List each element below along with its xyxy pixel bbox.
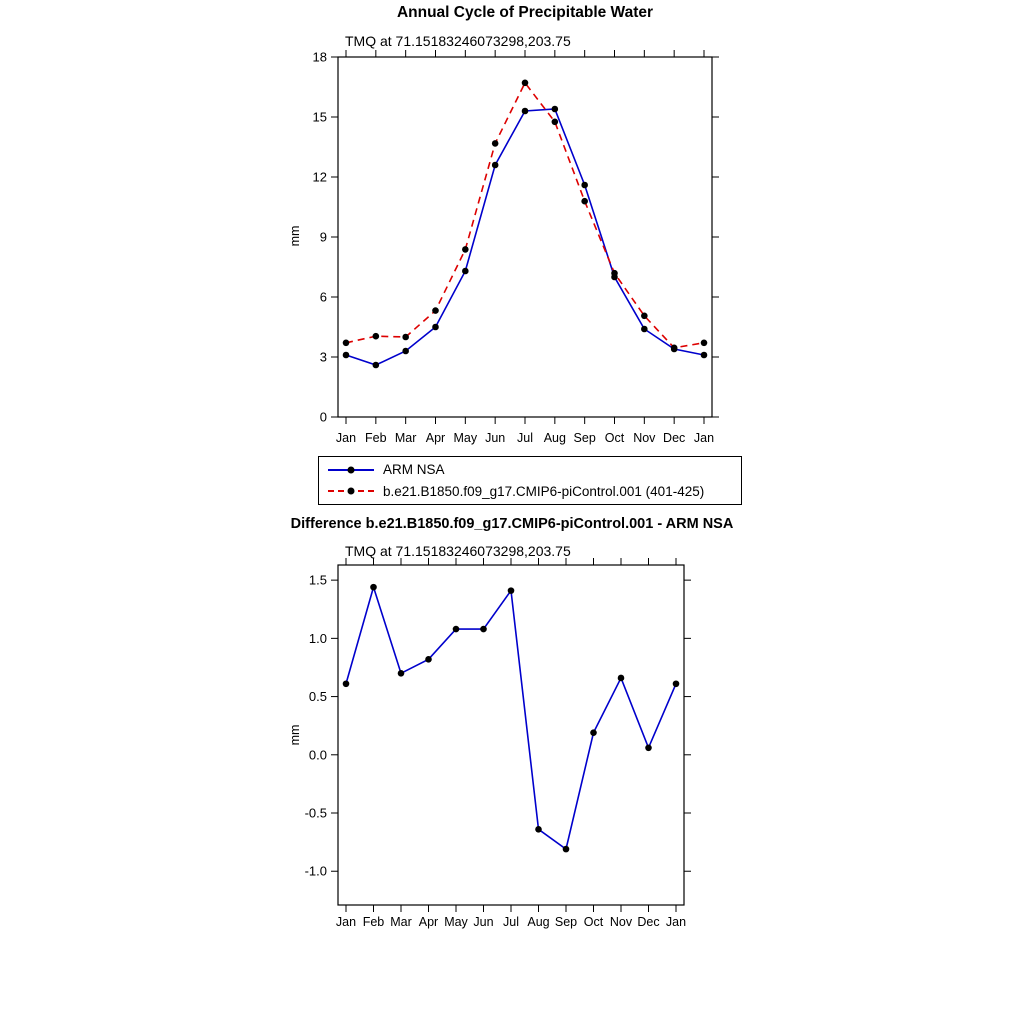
- x-tick-label: Jul: [503, 915, 519, 929]
- data-point-marker: [645, 745, 652, 752]
- x-tick-label: Jan: [335, 431, 357, 445]
- chart-1: [305, 558, 691, 929]
- data-point-marker: [402, 334, 409, 341]
- x-tick-label: Aug: [527, 915, 550, 929]
- x-tick-label: Sep: [573, 431, 596, 445]
- data-point-marker: [398, 670, 405, 677]
- y-tick-label: -1.0: [304, 863, 327, 879]
- data-point-marker: [701, 352, 708, 359]
- legend-marker-dot-icon: [348, 488, 355, 495]
- x-tick-label: Jan: [665, 915, 687, 929]
- x-tick-label: Jan: [335, 915, 357, 929]
- data-point-marker: [581, 182, 588, 189]
- annual-cycle-chart-subtitle: TMQ at 71.15183246073298,203.75: [345, 33, 571, 49]
- x-tick-label: Jun: [473, 915, 494, 929]
- data-point-marker: [611, 270, 618, 277]
- y-tick-label: 1.0: [308, 630, 327, 646]
- y-tick-label: 12: [312, 169, 327, 185]
- chart-0: [313, 50, 719, 446]
- difference-chart-title: Difference b.e21.B1850.f09_g17.CMIP6-piControl.001 - ARM NSA: [290, 516, 734, 532]
- legend-entry-picontrol: [328, 481, 735, 503]
- data-point-marker: [373, 362, 380, 369]
- data-point-marker: [673, 680, 680, 687]
- y-tick-label: -0.5: [304, 805, 327, 821]
- data-point-marker: [432, 307, 439, 314]
- x-tick-label: Oct: [583, 915, 604, 929]
- data-point-marker: [641, 326, 648, 333]
- data-point-marker: [590, 729, 597, 736]
- x-tick-label: May: [444, 915, 468, 929]
- series-line-0: [346, 109, 704, 365]
- data-point-marker: [462, 268, 469, 275]
- data-point-marker: [618, 675, 625, 682]
- y-tick-label: 18: [312, 49, 327, 65]
- data-point-marker: [563, 846, 570, 853]
- data-point-marker: [343, 340, 350, 347]
- series-line-0: [346, 587, 676, 849]
- x-tick-label: Dec: [663, 431, 686, 445]
- legend-entry-arm-nsa: [328, 459, 735, 481]
- annual-cycle-chart-title: Annual Cycle of Precipitable Water: [396, 4, 654, 21]
- data-point-marker: [522, 80, 529, 87]
- data-point-marker: [343, 680, 350, 687]
- data-point-marker: [641, 313, 648, 320]
- x-tick-label: Jan: [693, 431, 715, 445]
- data-point-marker: [373, 333, 380, 340]
- x-tick-label: Mar: [390, 915, 412, 929]
- data-point-marker: [522, 108, 529, 115]
- x-tick-label: Nov: [609, 915, 633, 929]
- data-point-marker: [453, 626, 460, 633]
- data-point-marker: [552, 106, 559, 113]
- data-point-marker: [432, 324, 439, 331]
- x-tick-label: Sep: [554, 915, 578, 929]
- y-tick-label: 0.5: [308, 689, 327, 705]
- data-point-marker: [581, 198, 588, 205]
- data-point-marker: [701, 340, 708, 347]
- data-point-marker: [462, 246, 469, 253]
- x-tick-label: Dec: [637, 915, 660, 929]
- y-tick-label: 0.0: [308, 747, 327, 763]
- difference-y-axis-label: mm: [288, 724, 302, 746]
- x-tick-label: May: [453, 431, 478, 445]
- legend-line-sample-arm-nsa: [328, 465, 374, 475]
- x-tick-label: Mar: [394, 431, 417, 445]
- data-point-marker: [480, 626, 487, 633]
- x-tick-label: Apr: [425, 431, 446, 445]
- legend-label-picontrol: b.e21.B1850.f09_g17.CMIP6-piControl.001 (401-425): [383, 483, 705, 499]
- data-point-marker: [671, 345, 678, 352]
- x-tick-label: Aug: [543, 431, 566, 445]
- x-tick-label: Jun: [485, 431, 506, 445]
- data-point-marker: [402, 348, 409, 355]
- data-point-marker: [508, 587, 515, 594]
- legend-label-arm-nsa: ARM NSA: [383, 462, 445, 478]
- data-point-marker: [425, 656, 432, 663]
- data-point-marker: [492, 162, 499, 169]
- y-tick-label: 9: [319, 229, 327, 245]
- data-point-marker: [535, 826, 542, 833]
- x-tick-label: Feb: [362, 915, 385, 929]
- x-tick-label: Oct: [604, 431, 625, 445]
- x-tick-label: Nov: [633, 431, 656, 445]
- annual-cycle-y-axis-label: mm: [288, 225, 302, 247]
- x-tick-label: Feb: [365, 431, 387, 445]
- data-point-marker: [552, 119, 559, 126]
- series-line-1: [346, 83, 704, 348]
- data-point-marker: [343, 352, 350, 359]
- legend-line-sample-picontrol: [328, 486, 374, 496]
- y-tick-label: 3: [319, 349, 327, 365]
- y-tick-label: 15: [312, 109, 327, 125]
- y-tick-label: 6: [319, 289, 327, 305]
- x-tick-label: Jul: [517, 431, 533, 445]
- x-tick-label: Apr: [418, 915, 439, 929]
- legend: [318, 456, 742, 505]
- legend-marker-dot-icon: [348, 466, 355, 473]
- plot-box: [338, 565, 684, 905]
- y-tick-label: 0: [319, 409, 327, 425]
- data-point-marker: [492, 140, 499, 147]
- y-tick-label: 1.5: [308, 572, 327, 588]
- data-point-marker: [370, 584, 377, 591]
- difference-chart-subtitle: TMQ at 71.15183246073298,203.75: [345, 543, 571, 559]
